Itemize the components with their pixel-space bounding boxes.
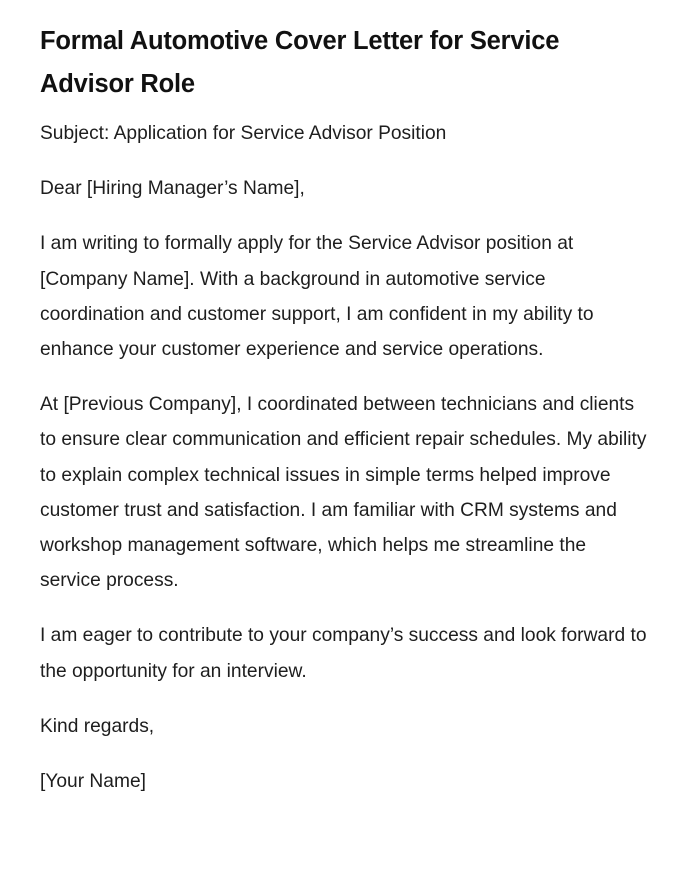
body-paragraph-closing: I am eager to contribute to your company’s success and look forward to the opportunity for an interview.: [40, 625, 647, 682]
cover-letter-document: [40, 20, 650, 819]
salutation: Dear [Hiring Manager’s Name],: [40, 178, 305, 200]
body-paragraph-intro: I am writing to formally apply for the Service Advisor position at [Company Name]. With a background in automotive service coordination and customer support, I am confident in my ability to enhance your customer experience and service operations.: [40, 233, 594, 361]
subject-line: Subject: Application for Service Advisor Position: [40, 123, 447, 144]
closing-line: Kind regards,: [40, 715, 155, 737]
document-title: Formal Automotive Cover Letter for Service Advisor Role: [40, 27, 560, 98]
body-paragraph-experience: At [Previous Company], I coordinated between technicians and clients to ensure clear communication and efficient repair schedules. My ability to explain complex technical issues in simple terms helped improve customer trust and satisfaction. I am familiar with CRM systems and workshop management software, which helps me streamline the service process.: [40, 394, 647, 592]
signature-name: [Your Name]: [40, 771, 146, 793]
